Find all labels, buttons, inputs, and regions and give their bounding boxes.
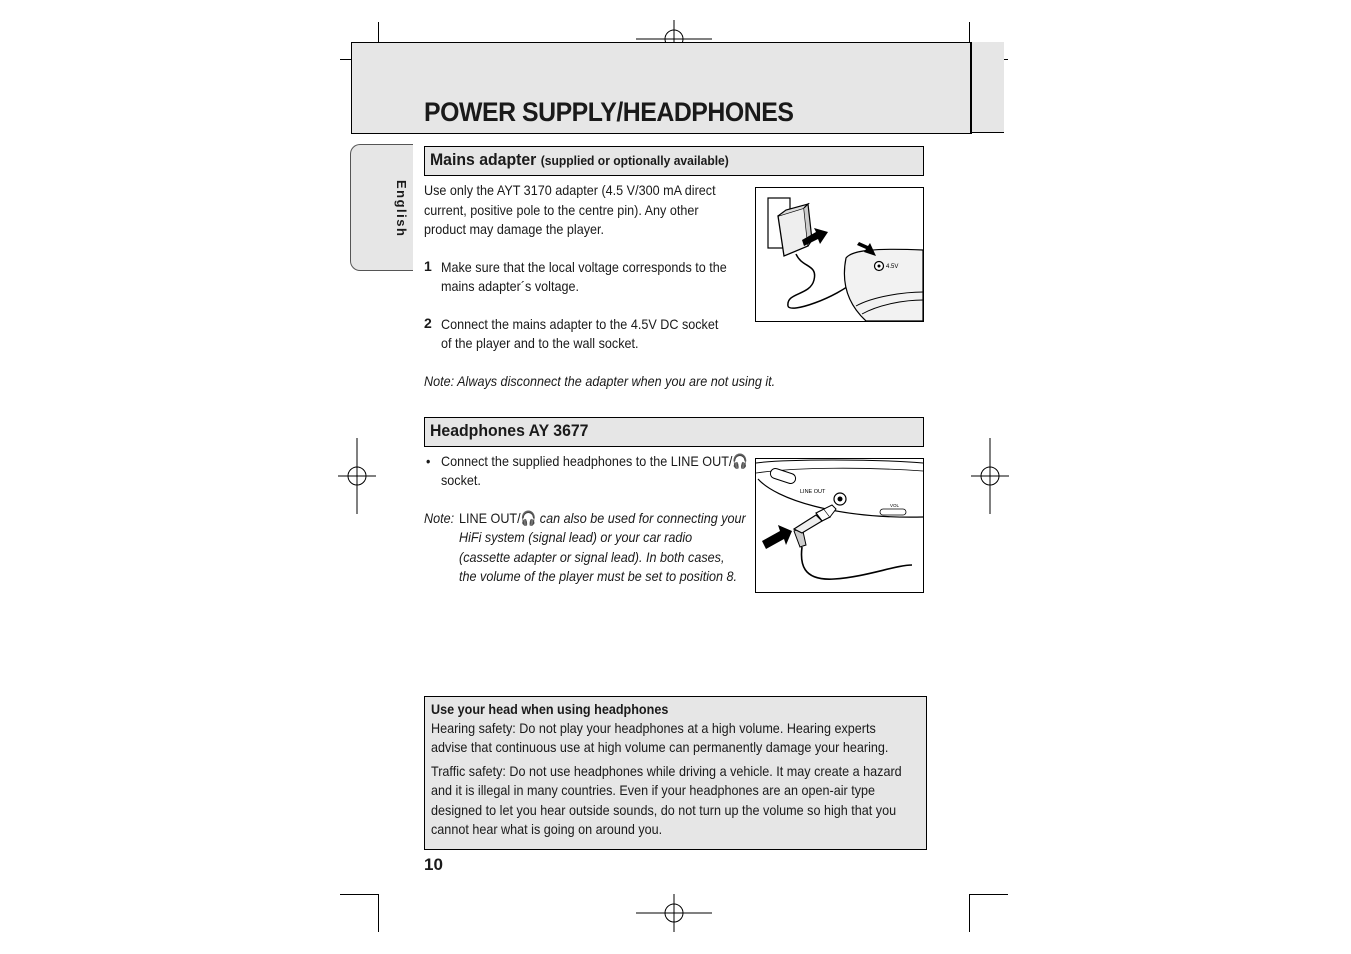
safety-para2-line: and it is illegal in many countries. Even if your headphones are an open-air type xyxy=(431,782,876,798)
adapter-illustration xyxy=(755,187,924,322)
header-band-edge xyxy=(970,42,1004,133)
headphones-illustration xyxy=(755,458,924,593)
headphones-heading: Headphones AY 3677 xyxy=(430,421,589,440)
page-number: 10 xyxy=(424,855,443,874)
language-tab-label: English xyxy=(394,180,409,238)
registration-mark-icon xyxy=(971,438,1009,514)
step-number: 2 xyxy=(424,315,432,331)
figure-label-lineout: LINE OUT xyxy=(800,489,826,495)
registration-mark-icon xyxy=(636,894,712,932)
crop-mark xyxy=(340,894,378,895)
mains-intro-line: Use only the AYT 3170 adapter (4.5 V/300 mA direct xyxy=(424,182,716,198)
section-heading-headphones xyxy=(424,417,924,447)
page-title: POWER SUPPLY/HEADPHONES xyxy=(424,97,794,127)
section-heading-mains-adapter xyxy=(424,146,924,176)
step-2-line: Connect the mains adapter to the 4.5V DC socket xyxy=(441,316,719,332)
step-1-line: mains adapter´s voltage. xyxy=(441,278,579,294)
mains-note: Note: Always disconnect the adapter when you are not using it. xyxy=(424,373,776,389)
figure-label-vol: VOL xyxy=(890,503,900,508)
headphones-note-line: HiFi system (signal lead) or your car radio xyxy=(459,529,693,545)
step-1-line: Make sure that the local voltage corresponds to the xyxy=(441,259,727,275)
crop-mark xyxy=(970,894,1008,895)
headphones-note-line: (cassette adapter or signal lead). In both cases, xyxy=(459,549,725,565)
crop-mark xyxy=(969,894,970,932)
mains-heading-sub: (supplied or optionally available) xyxy=(540,153,729,168)
headphones-note-line: the volume of the player must be set to position 8. xyxy=(459,568,738,584)
safety-para1-line: Hearing safety: Do not play your headphones at a high volume. Hearing experts xyxy=(431,720,876,736)
safety-para2-line: designed to let you hear outside sounds, do not turn up the volume so high that you xyxy=(431,802,897,818)
note-first-italic: can also be used for connecting your xyxy=(536,510,746,526)
step-number: 1 xyxy=(424,258,432,274)
step-2-line: of the player and to the wall socket. xyxy=(441,335,639,351)
safety-heading: Use your head when using headphones xyxy=(431,701,669,717)
headphone-safety-box xyxy=(424,696,927,850)
adapter-drawing-icon xyxy=(756,188,923,321)
crop-mark xyxy=(378,894,379,932)
headphone-jack-drawing-icon xyxy=(756,459,923,592)
bullet-marker: • xyxy=(426,453,431,469)
mains-intro-line: current, positive pole to the centre pin). Any other xyxy=(424,202,699,218)
headphones-note-prefix: Note: xyxy=(424,510,455,526)
safety-para1-line: advise that continuous use at high volume can permanently damage your hearing. xyxy=(431,739,889,755)
mains-heading: Mains adapter xyxy=(430,150,537,169)
registration-mark-icon xyxy=(338,438,376,514)
safety-para2-line: Traffic safety: Do not use headphones while driving a vehicle. It may create a hazard xyxy=(431,763,902,779)
note-lineout: LINE OUT/🎧 xyxy=(459,510,537,526)
safety-para2-line: cannot hear what is going on around you. xyxy=(431,821,663,837)
mains-intro-line: product may damage the player. xyxy=(424,221,605,237)
figure-label-dc: 4.5V xyxy=(886,264,899,270)
headphones-note-first-line xyxy=(459,509,746,529)
headphones-bullet-line: Connect the supplied headphones to the LINE OUT/🎧 xyxy=(441,453,749,469)
headphones-bullet-line: socket. xyxy=(441,472,481,488)
